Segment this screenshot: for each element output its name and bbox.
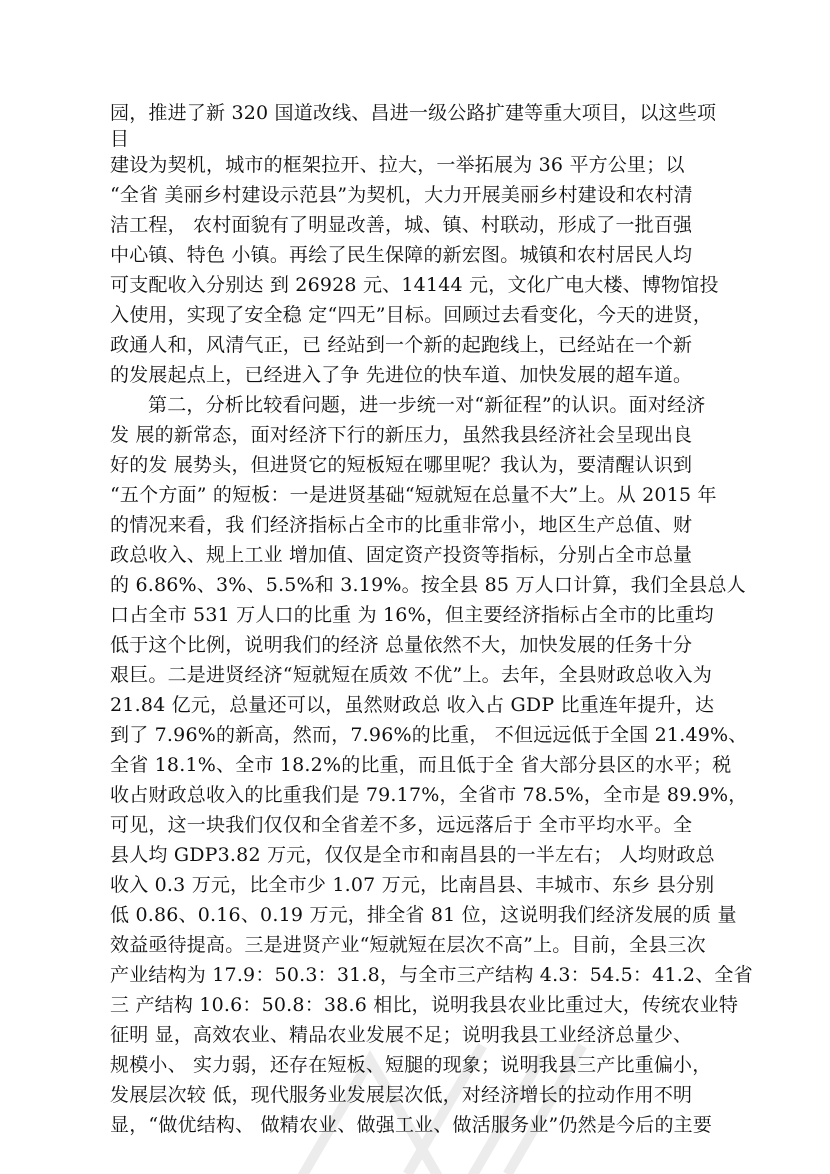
text-line: 全省 18.1%、全市 18.2%的比重，而且低于全 省大部分县区的水平；税 (110, 754, 732, 776)
text-line: 三 产结构 10.6：50.8：38.6 相比，说明我县农业比重过大，传统农业特 (110, 994, 739, 1016)
text-line: 县人均 GDP3.82 万元，仅仅是全市和南昌县的一半左右； 人均财政总 (110, 844, 715, 866)
text-line: 规模小、 实力弱，还存在短板、短腿的现象；说明我县三产比重偏小， (110, 1054, 712, 1076)
text-line: 入使用，实现了安全稳 定“四无”目标。回顾过去看变化，今天的进贤， (110, 304, 713, 326)
text-line: 效益亟待提高。三是进贤产业“短就短在层次不高”上。目前，全县三次 (110, 934, 706, 956)
text-line: 政总收入、规上工业 增加值、固定资产投资等指标，分别占全市总量 (110, 544, 693, 566)
text-line: 目 (110, 128, 130, 150)
text-line: 的情况来看，我 们经济指标占全市的比重非常小，地区生产总值、财 (110, 514, 693, 536)
text-line: 洁工程， 农村面貌有了明显改善，城、镇、村联动，形成了一批百强 (110, 214, 693, 236)
text-line: 建设为契机，城市的框架拉开、拉大，一举拓展为 36 平方公里；以 (110, 154, 685, 176)
text-line: 可见，这一块我们仅仅和全省差不多，远远落后于 全市平均水平。全 (110, 814, 693, 836)
text-line: 中心镇、特色 小镇。再绘了民生保障的新宏图。城镇和农村居民人均 (110, 244, 693, 266)
text-line: 发展层次较 低，现代服务业发展层次低，对经济增长的拉动作用不明 (110, 1084, 693, 1106)
text-line: 21.84 亿元，总量还可以，虽然财政总 收入占 GDP 比重连年提升，达 (110, 694, 715, 716)
text-line: 低 0.86、0.16、0.19 万元，排全省 81 位，这说明我们经济发展的质 量 (110, 904, 737, 926)
text-line: 到了 7.96%的新高，然而，7.96%的比重， 不但远远低于全国 21.49%、 (110, 724, 748, 746)
text-line: 征明 显，高效农业、精品农业发展不足；说明我县工业经济总量少、 (110, 1024, 693, 1046)
text-line: 低于这个比例，说明我们的经济 总量依然不大，加快发展的任务十分 (110, 634, 693, 656)
text-line: 园，推进了新 320 国道改线、昌进一级公路扩建等重大项目，以这些项 (110, 102, 717, 124)
text-line: 产业结构为 17.9：50.3：31.8，与全市三产结构 4.3：54.5：41.2、全省 (110, 964, 753, 986)
text-line: 的发展起点上，已经进入了争 先进位的快车道、加快发展的超车道。 (110, 364, 693, 386)
text-line: 收入 0.3 万元，比全市少 1.07 万元，比南昌县、丰城市、东乡 县分别 (110, 874, 715, 896)
text-line: 艰巨。二是进贤经济“短就短在质效 不优”上。去年，全县财政总收入为 (110, 664, 713, 686)
paragraph-start-line: 第二，分析比较看问题，进一步统一对“新征程”的认识。面对经济 (148, 394, 706, 416)
text-line: “五个方面” 的短板：一是进贤基础“短就短在总量不大”上。从 2015 年 (110, 484, 717, 506)
text-line: 可支配收入分别达 到 26928 元、14144 元，文化广电大楼、博物馆投 (110, 274, 719, 296)
text-line: 政通人和，风清气正，已 经站到一个新的起跑线上，已经站在一个新 (110, 334, 693, 356)
body-text (110, 98, 753, 1140)
text-line: 的 6.86%、3%、5.5%和 3.19%。按全县 85 万人口计算，我们全县总人 (110, 574, 746, 596)
text-line: 显，“做优结构、 做精农业、做强工业、做活服务业”仍然是今后的主要 (110, 1114, 713, 1136)
text-line: 口占全市 531 万人口的比重 为 16%，但主要经济指标占全市的比重均 (110, 604, 714, 626)
text-line: “全省 美丽乡村建设示范县”为契机，大力开展美丽乡村建设和农村清 (110, 184, 693, 206)
text-line: 好的发 展势头，但进贤它的短板短在哪里呢？我认为，要清醒认识到 (110, 454, 693, 476)
text-line: 发 展的新常态，面对经济下行的新压力，虽然我县经济社会呈现出良 (110, 424, 693, 446)
text-line: 收占财政总收入的比重我们是 79.17%，全省市 78.5%，全市是 89.9%， (110, 784, 748, 806)
